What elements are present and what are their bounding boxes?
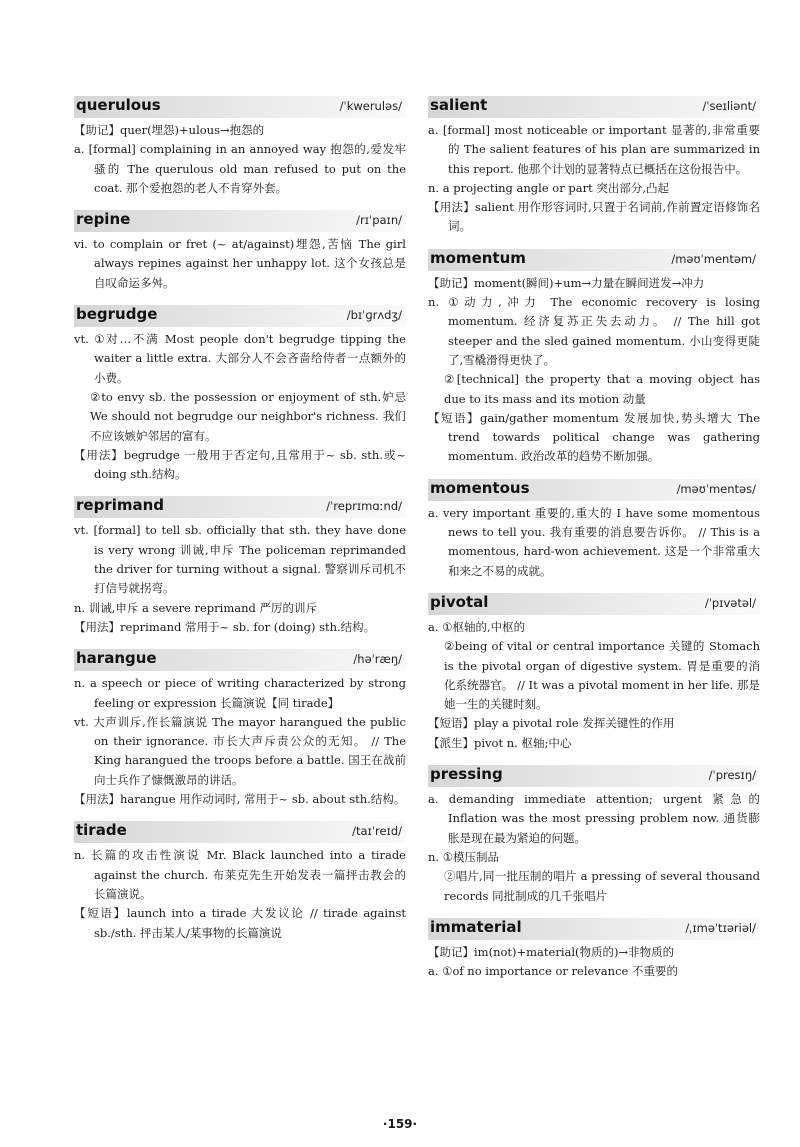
headword: tirade [76, 821, 127, 840]
definition-line: vt. [formal] to tell sb. officially that sth. they have done is very wrong 训诫,申斥 The policeman reprimanded the driver for turning without a signal. 警察训斥司机不打信号就拐弯。 [74, 523, 406, 596]
headword: reprimand [76, 496, 165, 515]
pronunciation: /ˈpɪvətəl/ [704, 595, 756, 610]
headword: querulous [76, 96, 161, 114]
definition-line: a. demanding immediate attention; urgent 紧急的 Inflation was the most pressing problem now. 通货膨胀是现在最为紧迫的问题。 [428, 792, 760, 845]
entry-tirade [74, 821, 406, 942]
pronunciation: /məʊˈmentəs/ [676, 481, 756, 496]
headword: repine [76, 210, 131, 229]
headword-bar [428, 96, 760, 118]
headword: begrudge [76, 305, 158, 324]
pronunciation: /ˈseɪliənt/ [702, 99, 756, 113]
headword: salient [430, 96, 488, 114]
definition-line: ②to envy sb. the possession or enjoyment of sth.妒忌 We should not begrudge our neighbor's richness. 我们不应该嫉妒邻居的富有。 [90, 389, 406, 443]
definition-line: ②唱片,同一批压制的唱片 a pressing of several thousand records 同批制成的几千张唱片 [444, 869, 760, 903]
definition-line: ②being of vital or central importance 关键的 Stomach is the pivotal organ of digestive system. 胃是重要的消化系统器官。 // It was a pivotal moment in her life. 那是她一生的关键时刻。 [444, 639, 760, 712]
mnemonic-note: 【助记】moment(瞬间)+um→力量在瞬间迸发→冲力 [428, 275, 705, 290]
headword-bar [428, 765, 760, 787]
headword-bar [74, 821, 406, 843]
headword-bar [428, 918, 760, 940]
pronunciation: /ˌɪməˈtɪəriəl/ [685, 920, 756, 935]
phrase-note: 【短语】launch into a tirade 大发议论 // tirade against sb./sth. 抨击某人/某事物的长篇演说 [74, 906, 406, 940]
pronunciation: /məʊˈmentəm/ [671, 251, 756, 266]
definition-line: n. a speech or piece of writing characterized by strong feeling or expression 长篇演说【同 tirade】 [74, 676, 406, 710]
entry-momentum [428, 249, 760, 467]
headword-bar [74, 649, 406, 671]
definition-line: ②[technical] the property that a moving object has due to its mass and its motion 动量 [444, 372, 760, 406]
usage-note: 【用法】reprimand 常用于~ sb. for (doing) sth.结构。 [74, 619, 376, 634]
definition-line: vi. to complain or fret (~ at/against)埋怨,苦恼 The girl always repines against her unhappy lot. 这个女孩总是自叹命运多舛。 [74, 237, 406, 290]
left-column [74, 96, 406, 955]
headword-bar [74, 496, 406, 518]
definition-line: n. ①动力,冲力 The economic recovery is losing momentum. 经济复苏正失去动力。 // The hill got steeper and the sled gained momentum. 小山变得更陡了,雪橇滑得更快了。 [428, 295, 760, 367]
definition-line: n. 长篇的攻击性演说 Mr. Black launched into a tirade against the church. 布莱克先生开始发表一篇抨击教会的长篇演说。 [74, 848, 406, 901]
right-column [428, 96, 760, 993]
entry-reprimand [74, 496, 406, 637]
entry-pressing [428, 765, 760, 906]
entry-immaterial [428, 918, 760, 982]
entry-pivotal [428, 593, 760, 753]
headword-bar [74, 96, 406, 118]
definition-line: a. very important 重要的,重大的 I have some momentous news to tell you. 我有重要的消息要告诉你。 // This is a momentous, hard-won achievement. 这是一个非常重大和来之不易的成就。 [428, 505, 760, 578]
mnemonic-note: 【助记】im(not)+material(物质的)→非物质的 [428, 944, 675, 959]
headword: pivotal [430, 592, 489, 611]
definition-line: a. [formal] most noticeable or important 显著的,非常重要的 The salient features of his plan are summarized in this report. 他那个计划的显著特点已概括在这份报告中。 [428, 123, 760, 176]
phrase-note: 【短语】gain/gather momentum 发展加快,势头增大 The trend towards political change was gathering momentum. 政治改革的趋势不断加强。 [428, 410, 760, 464]
definition-line: a. [formal] complaining in an annoyed way 抱怨的,爱发牢骚的 The querulous old man refused to put on the coat. 那个爱抱怨的老人不肯穿外套。 [74, 142, 406, 195]
headword-bar [428, 593, 760, 615]
pronunciation: /ˈpresɪŋ/ [708, 768, 756, 783]
definition-line: n. ①模压制品 [428, 849, 500, 864]
page-number: ·159· [382, 1117, 418, 1131]
definition-line: a. ①枢轴的,中枢的 [428, 619, 526, 634]
definition-line: a. ①of no importance or relevance 不重要的 [428, 964, 678, 979]
headword: momentous [430, 478, 530, 497]
usage-note: 【用法】salient 用作形容词时,只置于名词前,作前置定语修饰名词。 [428, 200, 760, 234]
usage-note: 【用法】begrudge 一般用于否定句,且常用于~ sb. sth.或~ doing sth.结构。 [74, 447, 406, 482]
entry-repine [74, 210, 406, 293]
headword-bar [428, 479, 760, 501]
headword: pressing [430, 765, 503, 784]
pronunciation: /ˈreprɪmɑːnd/ [326, 499, 402, 514]
headword-bar [428, 249, 760, 271]
pronunciation: /bɪˈɡrʌdʒ/ [346, 308, 402, 323]
headword: immaterial [430, 917, 522, 936]
pronunciation: /taɪˈreɪd/ [352, 824, 402, 839]
pronunciation: /həˈræŋ/ [353, 652, 402, 667]
entry-querulous [74, 96, 406, 198]
entry-momentous [428, 479, 760, 581]
entry-salient [428, 96, 760, 237]
entry-begrudge [74, 305, 406, 484]
usage-note: 【用法】harangue 用作动词时, 常用于~ sb. about sth.结构。 [74, 792, 406, 807]
definition-line: n. 训诫,申斥 a severe reprimand 严厉的训斥 [74, 600, 318, 615]
entry-harangue [74, 649, 406, 809]
headword-bar [74, 210, 406, 232]
definition-line: vt. 大声训斥,作长篇演说 The mayor harangued the public on their ignorance. 市长大声斥责公众的无知。 // The King harangued the troops before a battle. 国王在战前向士兵作了慷慨激昂的讲话。 [74, 714, 406, 787]
definition-line: n. a projecting angle or part 突出部分,凸起 [428, 180, 670, 195]
pronunciation: /rɪˈpaɪn/ [356, 213, 402, 228]
definition-line: vt. ①对…不满 Most people don't begrudge tipping the waiter a little extra. 大部分人不会吝啬给侍者一点额外的小费。 [74, 332, 406, 385]
phrase-note: 【短语】play a pivotal role 发挥关键性的作用 [428, 716, 675, 731]
headword-bar [74, 305, 406, 327]
definition-line: 【助记】quer(埋怨)+ulous→抱怨的 [74, 123, 265, 137]
derivative-note: 【派生】pivot n. 枢轴;中心 [428, 735, 572, 750]
headword: harangue [76, 649, 157, 668]
headword: momentum [430, 248, 526, 267]
pronunciation: /ˈkweruləs/ [339, 99, 402, 113]
